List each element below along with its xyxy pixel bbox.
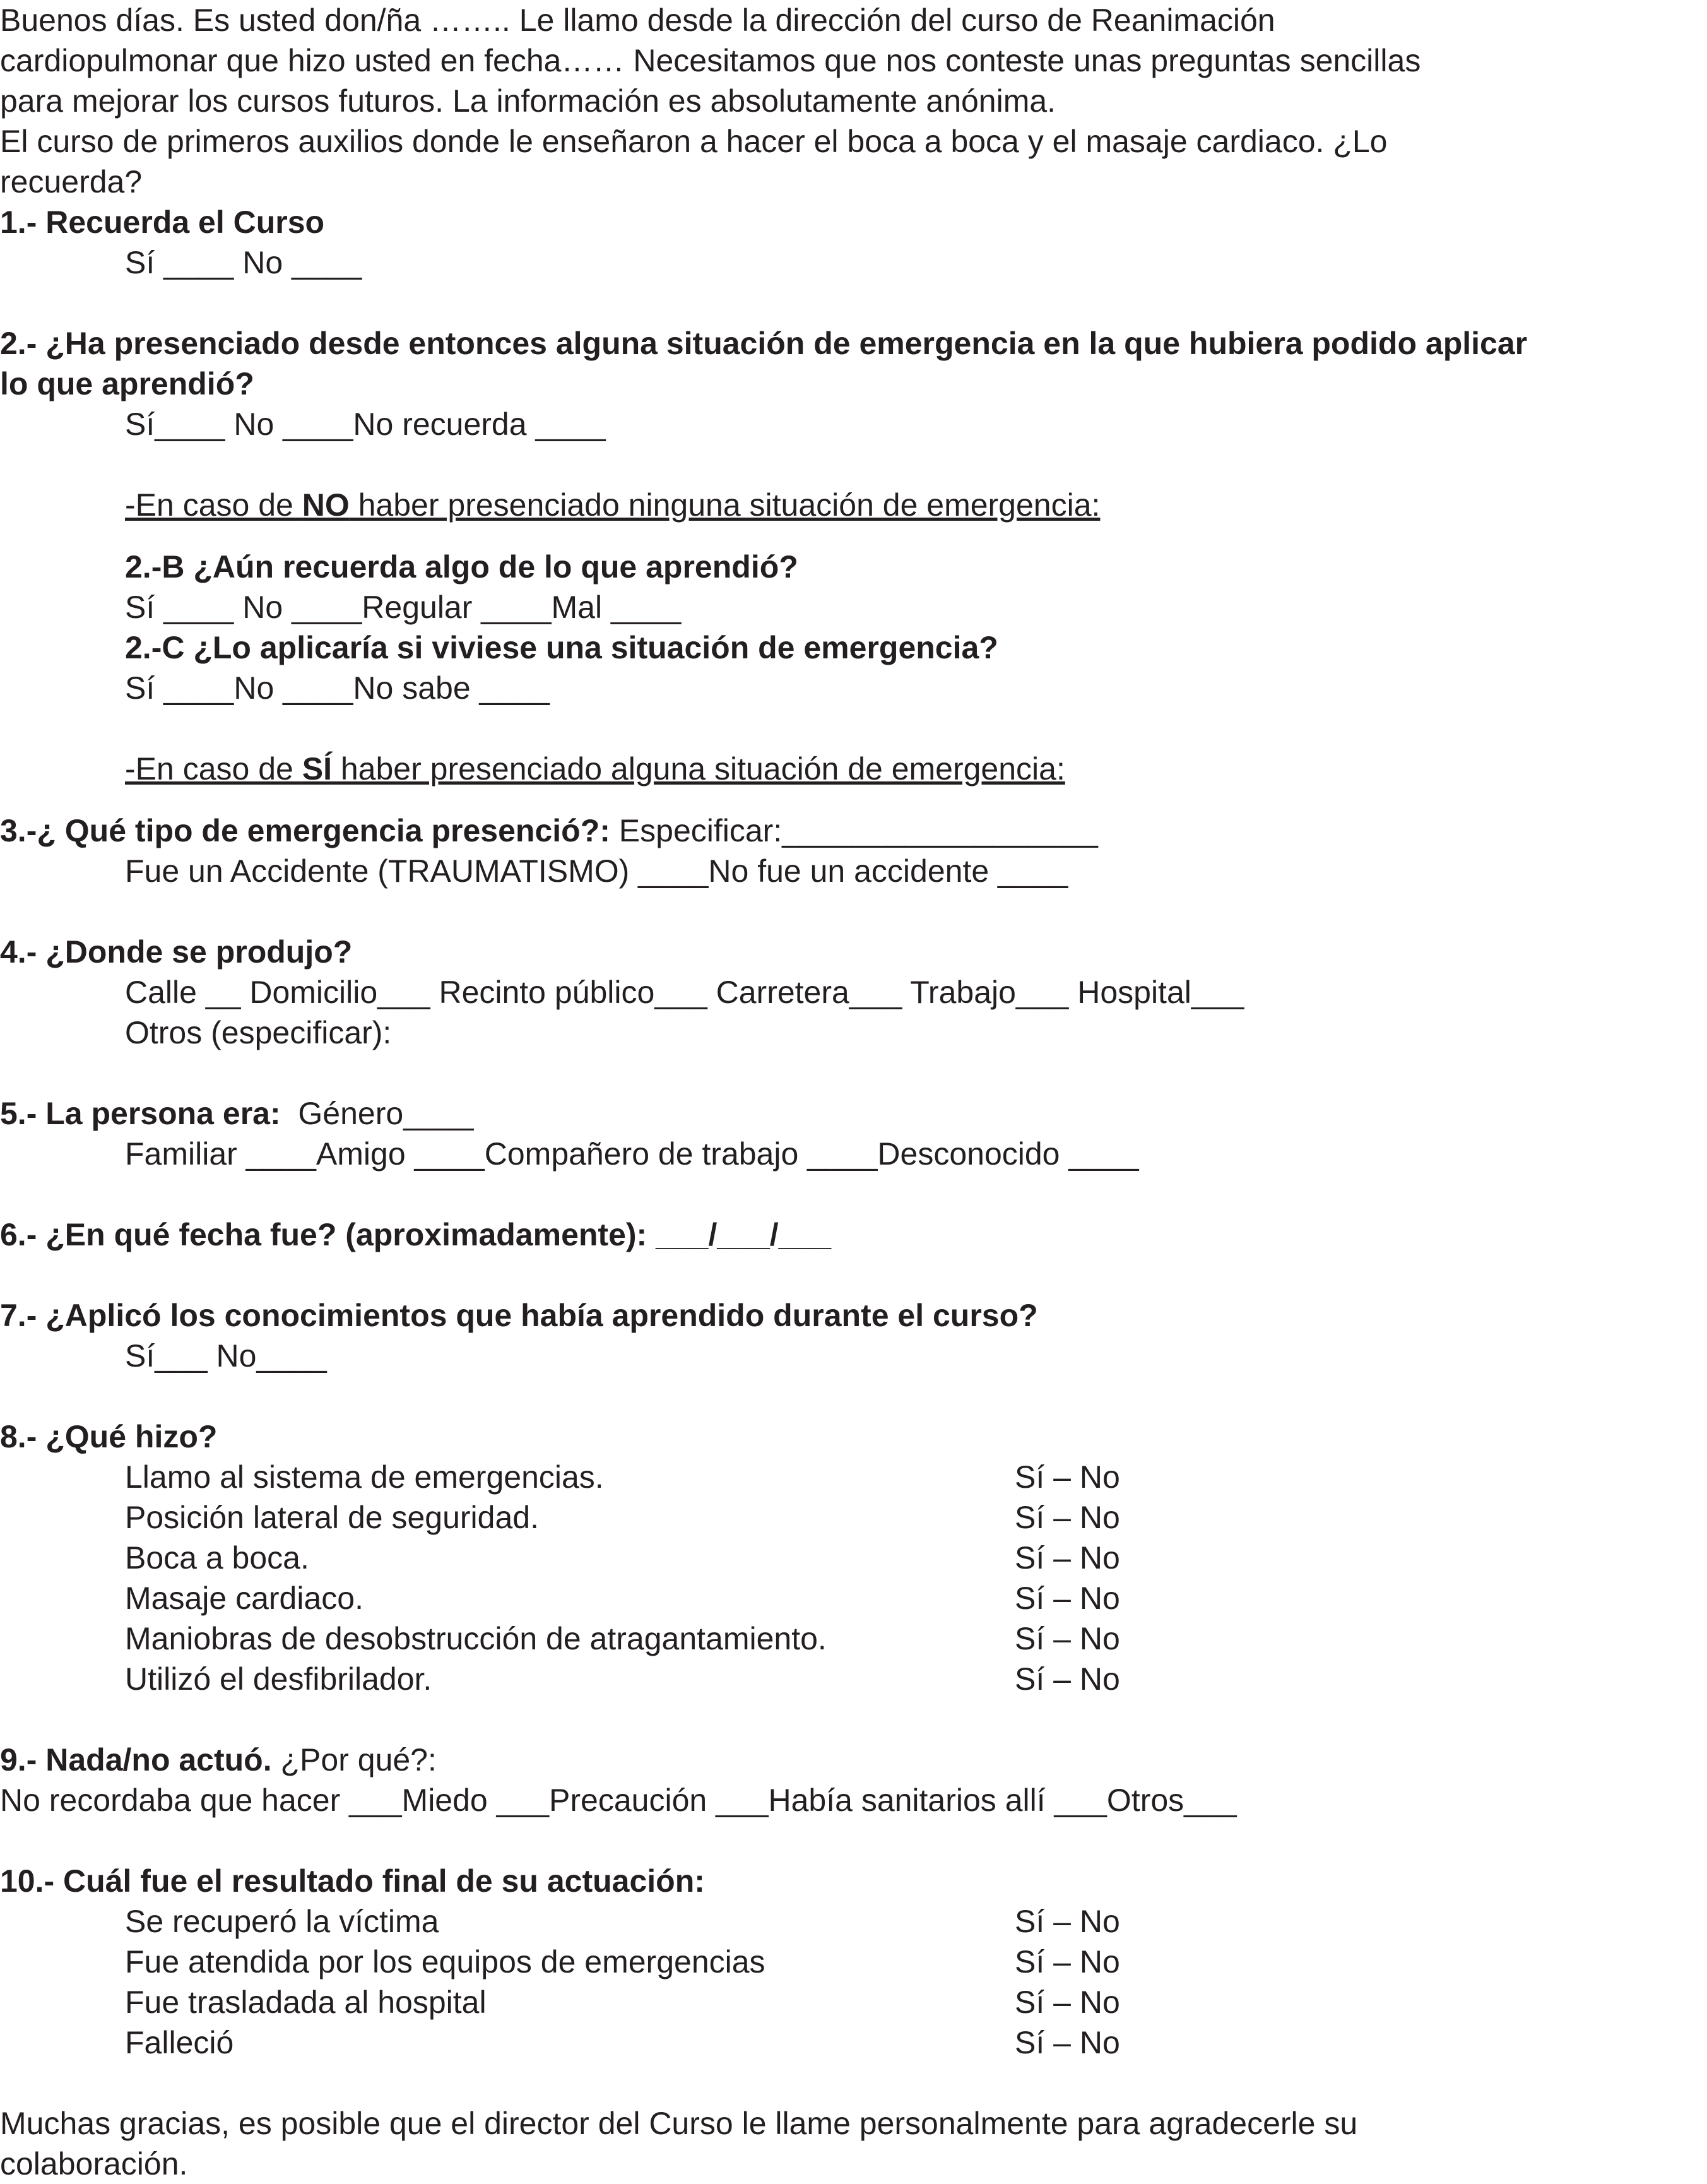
question-9-title: 9.- Nada/no actuó. xyxy=(0,1742,272,1777)
no-case-keyword: NO xyxy=(302,487,350,523)
question-2-options: Sí____ No ____No recuerda ____ xyxy=(125,407,606,442)
question-2c-title: 2.-C ¿Lo aplicaría si viviese una situación de emergencia? xyxy=(125,630,998,665)
question-10-item xyxy=(0,2022,1707,2063)
question-7-options: Sí___ No____ xyxy=(125,1338,327,1374)
question-10-item xyxy=(0,1942,1707,1982)
question-8-item xyxy=(0,1578,1707,1618)
question-10-title: 10.- Cuál fue el resultado final de su actuación: xyxy=(0,1863,705,1899)
question-9-options: No recordaba que hacer ___Miedo ___Precaución ___Había sanitarios allí ___Otros___ xyxy=(0,1783,1237,1818)
question-4-options: Calle __ Domicilio___ Recinto público___ Carretera___ Trabajo___ Hospital___ xyxy=(125,975,1244,1010)
question-8-item xyxy=(0,1457,1707,1497)
question-2-title-cont: lo que aprendió? xyxy=(0,366,254,401)
yes-no-answer: Sí – No xyxy=(1015,2025,1120,2060)
question-7 xyxy=(0,1295,1707,1376)
yes-no-answer: Sí – No xyxy=(1015,1621,1120,1656)
closing-line: Muchas gracias, es posible que el director del Curso le llame personalmente para agradecerle su xyxy=(0,2106,1358,2141)
question-4-other: Otros (especificar): xyxy=(125,1015,392,1050)
question-9 xyxy=(0,1740,1707,1820)
question-8-item xyxy=(0,1659,1707,1699)
question-5-gender: Género____ xyxy=(280,1096,474,1131)
question-9-why: ¿Por qué?: xyxy=(271,1742,437,1777)
yes-no-answer: Sí – No xyxy=(1015,1661,1120,1697)
question-10-item xyxy=(0,1982,1707,2022)
closing-paragraph xyxy=(0,2103,1707,2184)
question-3 xyxy=(0,810,1707,891)
yes-no-answer: Sí – No xyxy=(1015,1944,1120,1979)
item-label: Fue atendida por los equipos de emergencias xyxy=(125,1944,765,1979)
question-7-title: 7.- ¿Aplicó los conocimientos que había aprendido durante el curso? xyxy=(0,1298,1038,1333)
question-3-options: Fue un Accidente (TRAUMATISMO) ____No fue un accidente ____ xyxy=(125,853,1068,889)
item-label: Utilizó el desfibrilador. xyxy=(125,1661,432,1697)
item-label: Boca a boca. xyxy=(125,1540,309,1576)
question-2c xyxy=(0,627,1707,708)
no-case-suffix: haber presenciado ninguna situación de emergencia: xyxy=(349,487,1101,523)
yes-no-answer: Sí – No xyxy=(1015,1540,1120,1576)
intro-line: El curso de primeros auxilios donde le enseñaron a hacer el boca a boca y el masaje cardiaco. ¿Lo xyxy=(0,124,1388,159)
intro-paragraph xyxy=(0,0,1707,202)
item-label: Llamo al sistema de emergencias. xyxy=(125,1459,604,1495)
yes-no-answer: Sí – No xyxy=(1015,1581,1120,1616)
yes-no-answer: Sí – No xyxy=(1015,1904,1120,1939)
question-2 xyxy=(0,323,1707,444)
question-2b xyxy=(0,547,1707,627)
question-5-title: 5.- La persona era: xyxy=(0,1096,281,1131)
yes-no-answer: Sí – No xyxy=(1015,1500,1120,1535)
question-1-options: Sí ____ No ____ xyxy=(125,245,362,280)
item-label: Falleció xyxy=(125,2025,234,2060)
question-4-title: 4.- ¿Donde se produjo? xyxy=(0,934,353,970)
no-case-heading xyxy=(0,485,1707,525)
question-8-item xyxy=(0,1497,1707,1538)
question-5 xyxy=(0,1093,1707,1174)
yes-no-answer: Sí – No xyxy=(1015,1985,1120,2020)
question-6-title: 6.- ¿En qué fecha fue? (aproximadamente): ___/___/___ xyxy=(0,1217,832,1252)
question-1-title: 1.- Recuerda el Curso xyxy=(0,205,325,240)
intro-line: para mejorar los cursos futuros. La información es absolutamente anónima. xyxy=(0,83,1056,119)
yes-case-prefix: -En caso de xyxy=(125,751,302,786)
yes-no-answer: Sí – No xyxy=(1015,1459,1120,1495)
question-8-title: 8.- ¿Qué hizo? xyxy=(0,1419,218,1454)
question-5-options: Familiar ____Amigo ____Compañero de trabajo ____Desconocido ____ xyxy=(125,1136,1139,1172)
question-2-title: 2.- ¿Ha presenciado desde entonces alguna situación de emergencia en la que hubiera podido aplicar xyxy=(0,326,1528,361)
question-2c-options: Sí ____No ____No sabe ____ xyxy=(125,670,550,706)
question-8 xyxy=(0,1416,1707,1699)
yes-case-keyword: SÍ xyxy=(302,751,332,786)
question-3-specify: Especificar:__________________ xyxy=(610,813,1098,848)
yes-case-heading xyxy=(0,749,1707,789)
question-1 xyxy=(0,202,1707,283)
question-8-item xyxy=(0,1618,1707,1659)
question-3-title: 3.-¿ Qué tipo de emergencia presenció?: xyxy=(0,813,610,848)
question-2b-title: 2.-B ¿Aún recuerda algo de lo que aprendió? xyxy=(125,549,798,585)
item-label: Fue trasladada al hospital xyxy=(125,1985,487,2020)
question-4 xyxy=(0,932,1707,1053)
question-8-item xyxy=(0,1538,1707,1578)
intro-line: Buenos días. Es usted don/ña …….. Le llamo desde la dirección del curso de Reanimación xyxy=(0,3,1275,38)
item-label: Maniobras de desobstrucción de atragantamiento. xyxy=(125,1621,827,1656)
no-case-prefix: -En caso de xyxy=(125,487,302,523)
closing-line: colaboración. xyxy=(0,2146,188,2181)
question-10-item xyxy=(0,1901,1707,1942)
intro-line: cardiopulmonar que hizo usted en fecha…… Necesitamos que nos conteste unas preguntas sencillas xyxy=(0,43,1421,78)
item-label: Masaje cardiaco. xyxy=(125,1581,363,1616)
question-2b-options: Sí ____ No ____Regular ____Mal ____ xyxy=(125,590,682,625)
item-label: Posición lateral de seguridad. xyxy=(125,1500,539,1535)
intro-line: recuerda? xyxy=(0,164,143,199)
item-label: Se recuperó la víctima xyxy=(125,1904,439,1939)
yes-case-suffix: haber presenciado alguna situación de emergencia: xyxy=(331,751,1065,786)
question-10 xyxy=(0,1861,1707,2063)
